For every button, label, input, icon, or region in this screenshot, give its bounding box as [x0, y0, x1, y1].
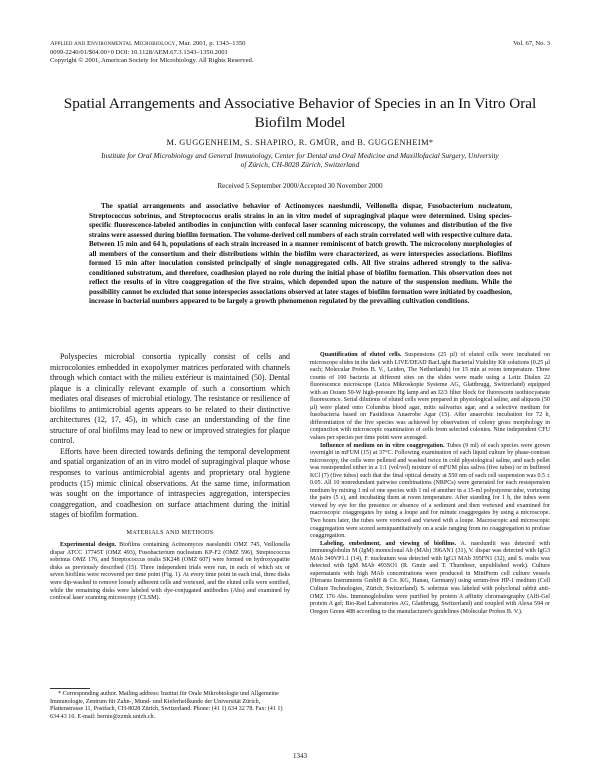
journal-name: Applied and Environmental Microbiology — [50, 40, 176, 47]
journal-header — [50, 40, 550, 66]
methods-paragraph — [310, 352, 550, 443]
affiliation: Institute for Oral Microbiology and General Immunology, Center for Dental and Oral Medicine and Maxillofacial Surgery, University of Zürich, CH-8028 Zürich, Switzerland — [101, 151, 499, 170]
abstract — [89, 202, 512, 307]
section-heading: MATERIALS AND METHODS — [126, 528, 214, 536]
article-title: Spatial Arrangements and Associative Behavior of Species in an In Vitro Oral Biofilm Model — [63, 95, 537, 131]
runin-heading: Experimental design. — [60, 542, 117, 549]
footnote-divider — [50, 688, 90, 689]
right-column — [310, 352, 550, 616]
copyright-line: Copyright © 2001, American Society for Microbiology. All Rights Reserved. — [50, 57, 254, 65]
paragraph-text: Suspensions (25 µl) of eluted cells were incubated on microscope slides in the dark with LIVE/DEAD BacLight Bacterial Viability Kit solutions (0.25 µl each; Molecular Probes B. V., Leiden, The Netherlands) for 15 min at room temperature. Three counts of 100 bacteria at different sites on the slides were made using a Leitz Dialux 22 fluorescence microscope (Leica Mikroskopie Systeme AG, Glattbrugg, Switzerland) equipped with an Osram 50-W high-pressure Hg lamp and an I2/3 filter block for fluorescein isothiocyanate fluorescence. Serial dilutions of eluted cells were prepared in physiological saline, and aliquots (50 µl) were plated onto Columbia blood agar, mitis salivarius agar, and a selective medium for fusobacteria based on Fastidious Anaerobe Agar (15). After anaerobic incubation for 72 h, differentiation of the five species was achieved by observation of colony gross morphology in conjunction with microscopic examination of cells from selected colonies. Nine independent CFU values per species per time point were averaged. — [310, 352, 550, 442]
methods-paragraph — [310, 541, 550, 616]
volume-issue: Vol. 67, No. 3 — [513, 40, 550, 47]
intro-paragraph: Polyspecies microbial consortia typically consist of cells and microcolonies embedded in exopolymer matrices perforated with channels through which contact with the milieu extérieur is maintained (50). Dental plaque is a clinically relevant example of such a consortium which mediates oral diseases of microbial etiology. The resistance or resilience of biofilms to antimicrobial agents appears to be related to their distinctive architectures (12, 17, 45), in which case an understanding of the fine structure of oral biofilms may lead to new or improved strategies for plaque control. — [50, 352, 290, 446]
page-number: 1343 — [293, 752, 307, 760]
left-column — [50, 352, 290, 603]
received-dates: Received 5 September 2000/Accepted 30 November 2000 — [217, 182, 383, 190]
citation-details: , Mar. 2001, p. 1343–1350 — [175, 40, 246, 47]
citation-line — [50, 40, 550, 49]
methods-paragraph — [310, 443, 550, 541]
paragraph-text: A. naeslundii was detected with immunoglobulin M (IgM) monoclonal Ab (MAb) 396AN1 (31), V. dispar was detected with IgG3 MAb 349VP1.1 (14), F. nucleatum was detected with IgG3 MAb 395FN1 (32), and S. oralis was detected with IgM MAb 493SO1 (R. Gmür and T. Thurnheer, unpublished work). Culture supernatants with high MAb concentrations were produced in MiniPerm cell culture vessels (Heraeus Instruments GmbH & Co. KG, Hanau, Germany) using serum-free HP-1 medium (Cell Culture Technologies, Zürich, Switzerland). S. sobrinus was labeled with polyclonal rabbit anti-OMZ 176 Abs. Immunoglobulins were purified by protein A affinity chromatography (Affi-Gel protein A gel; Bio-Rad Laboratories AG, Glattbrugg, Switzerland) and coupled with Alexa 594 or Oregon Green 488 according to the manufacturer's guidelines (Molecular Probes B. V.). — [310, 540, 550, 615]
methods-paragraph — [50, 542, 290, 602]
footnote-text: * Corresponding author. Mailing address: Institut für Orale Mikrobiologie und Allgemeine Immunologie, Zentrum für Zahn-, Mund- und Kieferheilkunde der Universität Zürich, Plattenstrasse 11, Postfach, CH-8028 Zürich, Switzerland. Phone: (41 1) 634 32 78. Fax: (41 1) 634 43 10. E-mail: bernie@zzmk.unizh.ch. — [50, 691, 283, 720]
runin-heading: Labeling, embedment, and viewing of biofilms. — [320, 540, 457, 547]
introduction — [50, 352, 290, 521]
runin-heading: Quantification of eluted cells. — [320, 352, 402, 358]
intro-paragraph: Efforts have been directed towards defining the temporal development and spatial organization of an in vitro model of supragingival plaque whose responses to various antimicrobial agents and proprietary oral hygiene products (15) mimic clinical observations. At the same time, information was sought on the importance of intraspecies aggregation, interspecies coaggregation, and coadhesion on surface attachment during the initial stages of biofilm formation. — [50, 446, 290, 520]
doi-line: 0099-2240/01/$04.00+0 DOI: 10.1128/AEM.67.3.1343–1350.2001 — [50, 48, 228, 56]
methods-section — [50, 529, 290, 603]
paragraph-text: Biofilms containing Actinomyces naeslundii OMZ 745, Veillonella dispar ATCC 17745T (OMZ 493), Fusobacterium nucleatum KP-F2 (OMZ 596), Streptococcus sobrinus OMZ 176, and Streptococcus oralis SK248 (OMZ 607) were formed on hydroxyapatite disks as previously described (15). Three independent trials were run, in each of which six or seven biofilms were recovered per time point (Fig. 1). At every time point in each trial, three disks were dip-washed to remove loosely adherent cells and vortexed, and the eluted cells were sonified, while the remaining disks were labeled with dye-conjugated antibodies (Abs) and examined by confocal laser scanning microscopy (CLSM). — [50, 542, 290, 602]
abstract-text: The spatial arrangements and associative behavior of Actinomyces naeslundii, Veillonella dispar, Fusobacterium nucleatum, Streptococcus sobrinus, and Streptococcus oralis strains in an in vitro model of supragingival plaque were determined. Using species-specific fluorescence-labeled antibodies in conjunction with confocal laser scanning microscopy, the volumes and distribution of the five strains were assessed during biofilm formation. The volume-derived cell numbers of each strain correlated well with respective culture data. Between 15 min and 64 h, populations of each strain increased in a manner reminiscent of batch growth. The microcolony morphologies of all members of the consortium and their distributions within the biofilm were characterized, as were interspecies associations. Biofilms formed 15 min after inoculation consisted principally of single nonaggregated cells. All five strains adhered strongly to the saliva-conditioned substratum, and therefore, coadhesion played no role during the initial phase of biofilm formation. This observation does not reflect the results of in vitro coaggregation of the five strains, which depended upon the nature of the suspension medium. While the possibility cannot be excluded that some interspecies associations observed at later stages of biofilm formation were initiated by coadhesion, increase in bacterial numbers appeared to be largely a growth phenomenon regulated by the prevailing cultivation conditions. — [89, 202, 512, 305]
author-list: M. GUGGENHEIM, S. SHAPIRO, R. GMÜR, and B. GUGGENHEIM* — [166, 138, 434, 147]
paragraph-text: Tubes (9 ml) of each species were grown overnight in mFUM (15) at 37°C. Following examination of each liquid culture by phase-contrast microscopy, the cells were pelleted and washed twice in cold physiological saline, and each pellet was resuspended either in a 1:1 (vol/vol) mixture of mFUM plus saliva (five tubes) or in buffered KCl (7) (five tubes) such that the final optical density at 550 nm of each cell suspension was 0.5 ± 0.05. All 10 nonredundant pairwise combinations (NRPCs) were generated for each resuspension medium by mixing 1 ml of one species with 1 ml of another in a 15-ml polystyrene tube, vortexing the pairs (5 s), and incubating them at room temperature. After standing for 1 h, the tubes were viewed by eye for the presence or absence of a sediment and then vortexed and examined for macroscopic coaggregates by using a loupe and for minute coaggregates by using a microscope. Two hours later, the tubes were vortexed and viewed with a loupe. Macroscopic and microscopic coaggregation were scored semiquantitatively on a scale ranging from no coaggregation to profuse coaggregation. — [310, 442, 550, 540]
corresponding-author-footnote — [50, 691, 290, 721]
runin-heading: Influence of medium on in vitro coaggregation. — [320, 442, 445, 449]
